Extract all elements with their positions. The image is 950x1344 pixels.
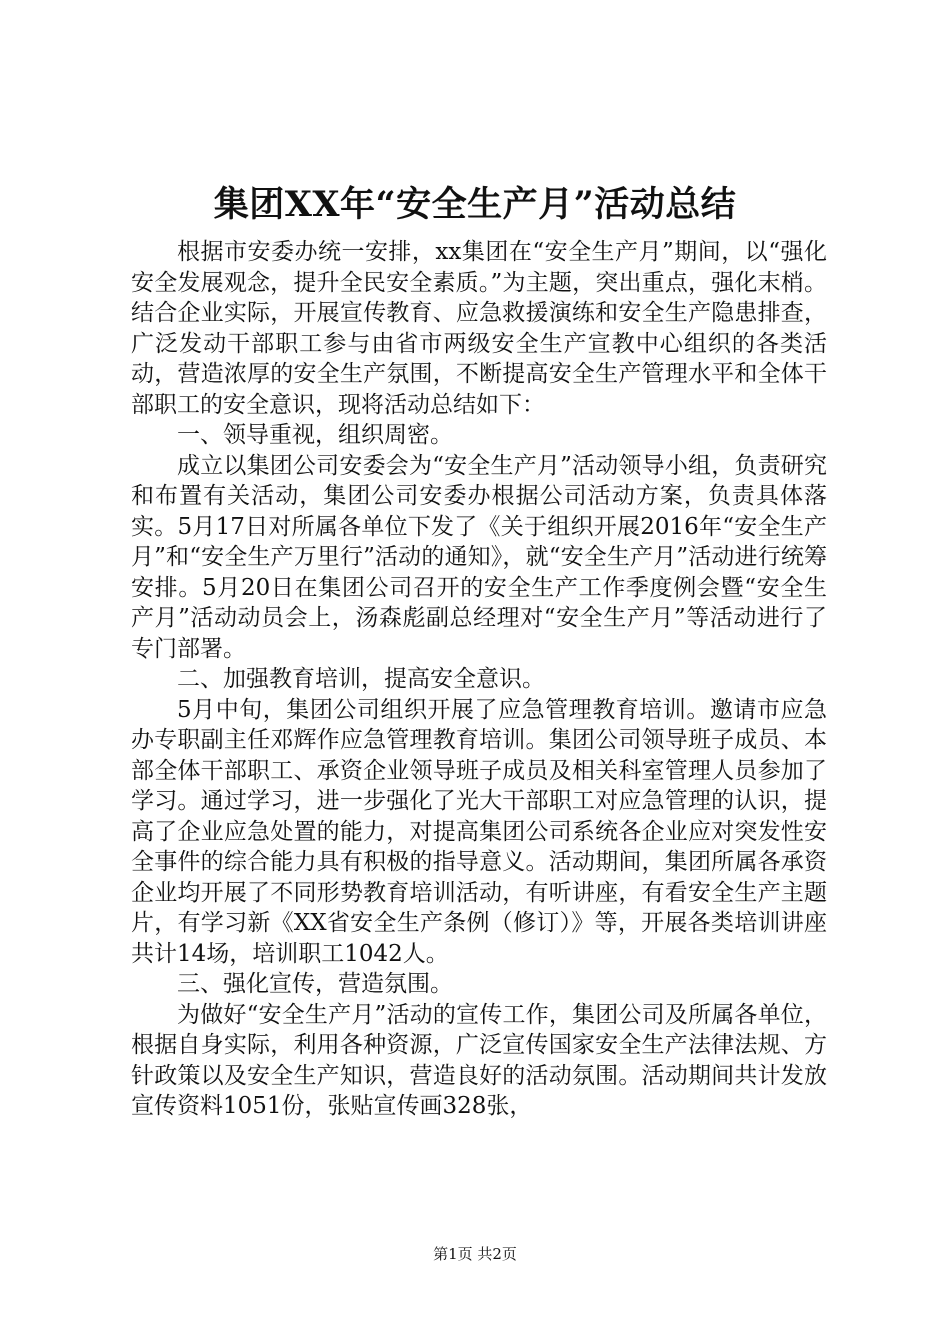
document-body [131,237,827,1122]
section-1-paragraph: 成立以集团公司安委会为“安全生产月”活动领导小组，负责研究和布置有关活动，集团公司安委办根据公司活动方案，负责具体落实。5月17日对所属各单位下发了《关于组织开展2016年“安全生产月”和“安全生产万里行”活动的通知》，就“安全生产月”活动进行统筹安排。5月20日在集团公司召开的安全生产工作季度例会暨“安全生产月”活动动员会上，汤森彪副总经理对“安全生产月”等活动进行了专门部署。 [131,452,827,662]
section-heading-2: 二、加强教育培训，提高安全意识。 [177,666,545,692]
page-number-footer: 第1页 共2页 [433,1245,517,1263]
section-2-paragraph: 5月中旬，集团公司组织开展了应急管理教育培训。邀请市应急办专职副主任邓辉作应急管理教育培训。集团公司领导班子成员、本部全体干部职工、承资企业领导班子成员及相关科室管理人员参加了学习。通过学习，进一步强化了光大干部职工对应急管理的认识，提高了企业应急处置的能力，对提高集团公司系统各企业应对突发性安全事件的综合能力具有积极的指导意义。活动期间，集团所属各承资企业均开展了不同形势教育培训活动，有听讲座，有看安全生产主题片，有学习新《XX省安全生产条例（修订）》等，开展各类培训讲座共计14场，培训职工1042人。 [131,696,827,967]
section-3-paragraph: 为做好“安全生产月”活动的宣传工作，集团公司及所属各单位，根据自身实际，利用各种资源，广泛宣传国家安全生产法律法规、方针政策以及安全生产知识，营造良好的活动氛围。活动期间共计发放宣传资料1051份，张贴宣传画328张， [131,1001,827,1119]
section-heading-1: 一、领导重视，组织周密。 [177,422,453,448]
section-heading-3: 三、强化宣传，营造氛围。 [177,971,453,997]
document-title: 集团XX年“安全生产月”活动总结 [213,184,737,225]
intro-paragraph: 根据市安委办统一安排，xx集团在“安全生产月”期间，以“强化安全发展观念，提升全民安全素质。”为主题，突出重点，强化末梢。结合企业实际，开展宣传教育、应急救援演练和安全生产隐患排查，广泛发动干部职工参与由省市两级安全生产宣教中心组织的各类活动，营造浓厚的安全生产氛围，不断提高安全生产管理水平和全体干部职工的安全意识，现将活动总结如下： [131,239,827,418]
